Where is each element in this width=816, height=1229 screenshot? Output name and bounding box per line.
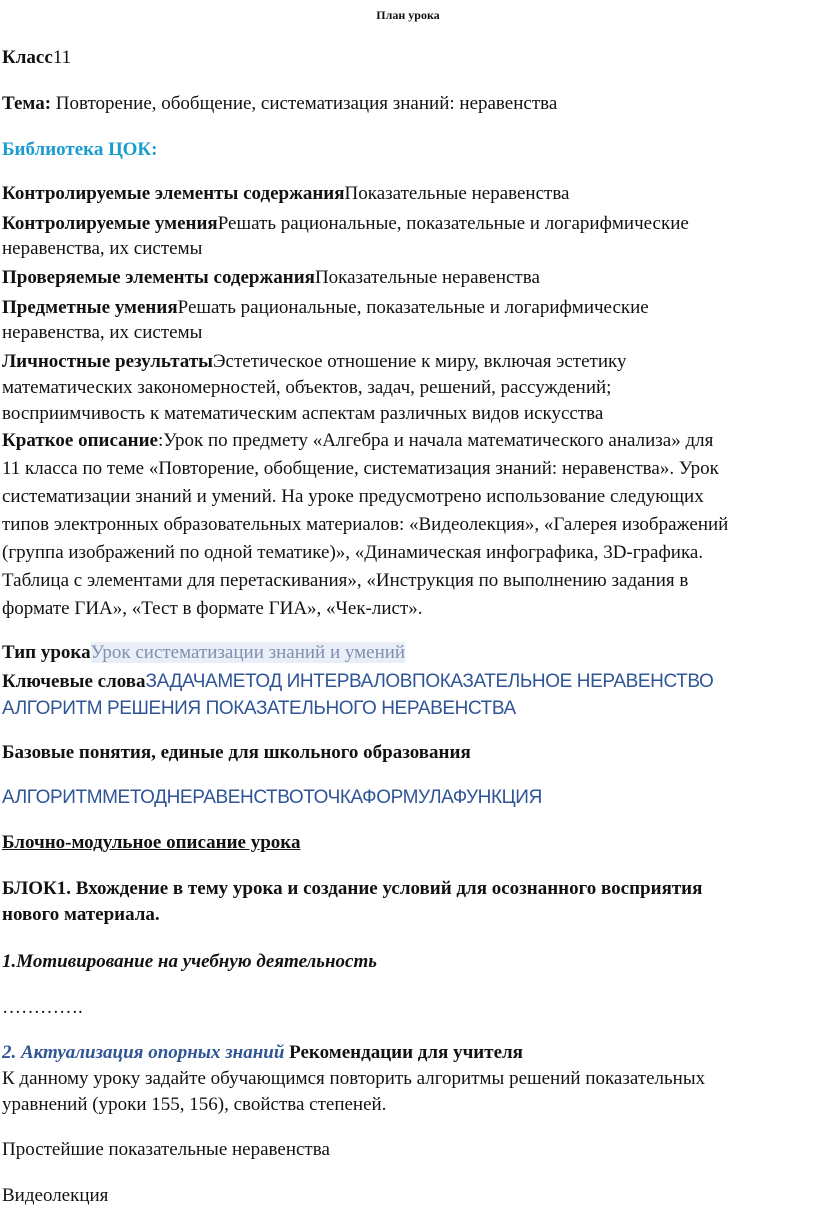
summary-line-4: типов электронных образовательных материалов: «Видеолекция», «Галерея изображений — [2, 514, 729, 535]
block1-heading: БЛОК1. Вхождение в тему урока и создание условий для осознанного восприятия — [2, 878, 703, 899]
summary-line-3: систематизации знаний и умений. На уроке предусмотрено использование следующих — [2, 486, 704, 507]
controlled-skills-value: Решать рациональные, показательные и логарифмические — [217, 213, 689, 234]
subject-skills-label: Предметные умения — [2, 297, 178, 318]
page-title: План урока — [376, 8, 440, 22]
instruction-line-1: К данному уроку задайте обучающимся повторить алгоритмы решений показательных — [2, 1068, 706, 1089]
summary-line-6: Таблица с элементами для перетаскивания», «Инструкция по выполнению задания в — [2, 570, 689, 591]
video-lecture-text: Видеолекция — [2, 1185, 109, 1206]
class-line — [2, 45, 71, 71]
instruction-line-2: уравнений (уроки 155, 156), свойства степеней. — [2, 1094, 387, 1115]
controlled-elements-label: Контролируемые элементы содержания — [2, 183, 345, 204]
lesson-type-label: Тип урока — [2, 642, 91, 663]
subject-skills-value: Решать рациональные, показательные и логарифмические — [177, 297, 649, 318]
summary-line-5: (группа изображений по одной тематике)», «Динамическая инфографика, 3D-графика. — [2, 542, 704, 563]
controlled-skills-line — [2, 211, 689, 237]
class-label: Класс — [2, 47, 53, 68]
library-heading: Библиотека ЦОК: — [2, 139, 158, 160]
ellipsis-text: …………. — [2, 997, 83, 1018]
personal-results-line-3: восприимчивость к математическим аспектам различных видов искусства — [2, 403, 604, 424]
summary-line-7: формате ГИА», «Тест в формате ГИА», «Чек-лист». — [2, 598, 423, 619]
checked-elements-line — [2, 265, 540, 291]
summary-line-2: 11 класса по теме «Повторение, обобщение, систематизация знаний: неравенства». Урок — [2, 458, 719, 479]
subject-skills-line — [2, 295, 649, 321]
personal-results-line-2: математических закономерностей, объектов, задач, решений, рассуждений; — [2, 377, 612, 398]
controlled-elements-line — [2, 181, 569, 207]
topic-line — [2, 91, 557, 117]
keywords-line-2: АЛГОРИТМ РЕШЕНИЯ ПОКАЗАТЕЛЬНОГО НЕРАВЕНСТВА — [2, 698, 516, 719]
personal-results-label: Личностные результаты — [2, 351, 213, 372]
subject-skills-line-2: неравенства, их системы — [2, 322, 203, 343]
summary-line-1: :Урок по предмету «Алгебра и начала математического анализа» для — [157, 430, 714, 451]
summary-line — [2, 428, 713, 454]
block1-heading-2: нового материала. — [2, 904, 160, 925]
personal-results-value: Эстетическое отношение к миру, включая эстетику — [213, 351, 627, 372]
controlled-elements-value: Показательные неравенства — [344, 183, 570, 204]
lesson-type-line — [2, 640, 405, 666]
base-concepts-value: АЛГОРИТММЕТОДНЕРАВЕНСТВОТОЧКАФОРМУЛАФУНКЦИЯ — [2, 787, 542, 808]
checked-elements-label: Проверяемые элементы содержания — [2, 267, 315, 288]
checked-elements-value: Показательные неравенства — [314, 267, 540, 288]
keywords-line — [2, 669, 713, 695]
topic-value: Повторение, обобщение, систематизация знаний: неравенства — [51, 93, 558, 114]
controlled-skills-label: Контролируемые умения — [2, 213, 218, 234]
topic-label: Тема: — [2, 93, 52, 114]
block-description-heading: Блочно-модульное описание урока — [2, 832, 301, 853]
base-concepts-heading: Базовые понятия, единые для школьного образования — [2, 742, 471, 763]
summary-label: Краткое описание — [2, 430, 158, 451]
keywords-label: Ключевые слова — [2, 671, 146, 692]
simplest-inequalities-text: Простейшие показательные неравенства — [2, 1139, 330, 1160]
keywords-value: ЗАДАЧАМЕТОД ИНТЕРВАЛОВПОКАЗАТЕЛЬНОЕ НЕРАВЕНСТВО — [145, 671, 714, 692]
teacher-recommendations: Рекомендации для учителя — [284, 1042, 523, 1063]
controlled-skills-line-2: неравенства, их системы — [2, 238, 203, 259]
class-value: 11 — [52, 47, 72, 68]
personal-results-line — [2, 349, 626, 375]
motivation-heading: 1.Мотивирование на учебную деятельность — [2, 951, 377, 972]
actualization-label: 2. Актуализация опорных знаний — [2, 1042, 285, 1063]
lesson-type-value: Урок систематизации знаний и умений — [90, 642, 406, 663]
actualization-line — [2, 1040, 523, 1066]
